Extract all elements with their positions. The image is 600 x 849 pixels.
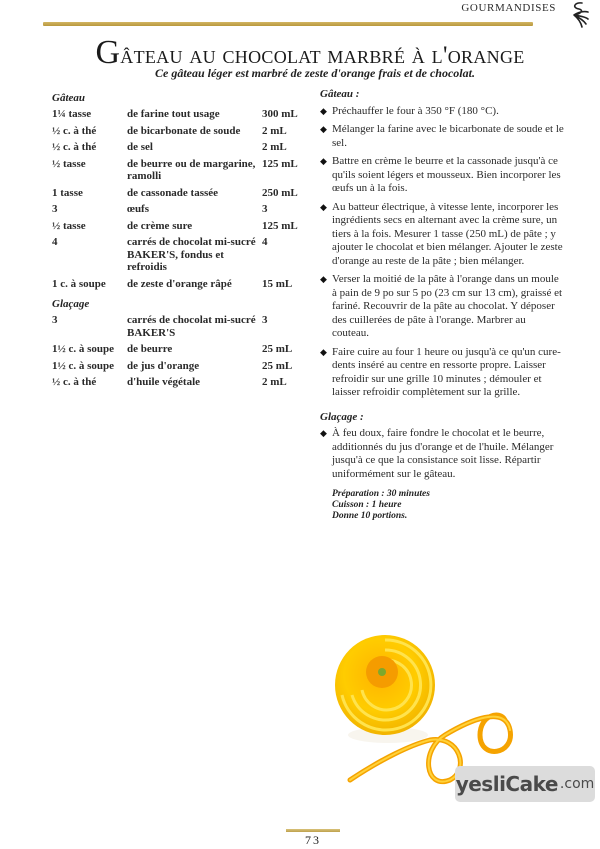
method-heading-glaze: Glaçage : (320, 410, 364, 423)
ingredient-desc: d'huile végétale (127, 376, 201, 388)
ingredient-metric: 25 mL (262, 359, 293, 372)
ingredient-row (52, 125, 307, 138)
diamond-bullet-icon: ◆ (320, 124, 327, 134)
step-text: Faire cuire au four 1 heure ou jusqu'à ce qu'un cure-dents inséré au centre en ressorte propre. Laisser refroidir sur une grille 10 minutes ; démouler et laisser refroidir complètement sur la grille. (332, 345, 561, 398)
ingredient-desc: carrés de chocolat mi-sucré BAKER'S, fondus et refroidis (127, 236, 256, 273)
ingredient-desc: de cassonade tassée (127, 186, 219, 199)
ingredient-metric: 250 mL (262, 186, 298, 199)
step-text: Verser la moitié de la pâte à l'orange dans un moule à pain de 9 po sur 5 po (23 cm sur 13 cm), graissé et fariné. Recouvrir de la pâte au chocolat. Y déposer des cuillerées de pâte à l'orange. Marbrer au couteau. (332, 273, 563, 339)
method-step (320, 105, 565, 119)
ingredient-qty: ½ c. à thé (52, 124, 97, 137)
ingredients-list (52, 92, 307, 393)
ingredient-desc: de zeste d'orange râpé (127, 277, 232, 290)
ingredient-row (52, 187, 307, 200)
ingredient-metric: 3 (262, 314, 268, 326)
ingredient-qty: ½ c. à thé (52, 376, 97, 388)
yield: Donne 10 portions. (332, 511, 408, 521)
method-step (320, 123, 565, 150)
ingredient-row (52, 158, 307, 183)
step-text: À feu doux, faire fondre le chocolat et le beurre, additionnés du jus d'orange et de l'huile. Mélanger jusqu'à ce que la consistance soit lisse. Répartir uniformément sur le gâteau. (332, 427, 554, 480)
ingredients-group-heading: Gâteau (52, 92, 85, 104)
ingredient-row (52, 376, 307, 389)
watermark-logo (455, 766, 595, 802)
cook-time: Cuisson : 1 heure (332, 500, 402, 510)
ingredient-qty: 3 (52, 203, 58, 215)
ingredient-row (52, 203, 307, 216)
ingredient-desc: œufs (127, 203, 150, 215)
diamond-bullet-icon: ◆ (320, 156, 327, 166)
diamond-bullet-icon: ◆ (320, 428, 327, 438)
recipe-meta (332, 489, 565, 522)
method-step (320, 155, 565, 196)
ingredient-metric: 25 mL (262, 343, 293, 355)
ingredient-desc: de sel (127, 141, 153, 153)
ingredients-group-heading: Glaçage (52, 298, 90, 310)
method-step (320, 201, 565, 269)
watermark-text: yesliCake (455, 772, 558, 796)
ingredient-row (52, 314, 307, 339)
ingredient-metric: 2 mL (262, 124, 287, 137)
ingredient-qty: 1 c. à soupe (52, 277, 106, 290)
ingredient-qty: 4 (52, 236, 58, 248)
ingredient-row (52, 236, 307, 274)
ingredient-qty: 1 tasse (52, 186, 83, 199)
title-initial: G (95, 34, 121, 71)
ingredient-metric: 15 mL (262, 277, 293, 290)
diamond-bullet-icon: ◆ (320, 105, 327, 116)
ingredient-qty: ½ tasse (52, 219, 86, 232)
method-step (320, 427, 565, 481)
ingredient-desc: de beurre (127, 343, 173, 355)
method-step (320, 346, 565, 400)
ingredient-row (52, 278, 307, 291)
orange-peel-spiral-image (330, 610, 570, 790)
ingredient-metric: 2 mL (262, 376, 287, 388)
ingredient-desc: de bicarbonate de soude (127, 124, 241, 137)
ingredient-metric: 300 mL (262, 108, 298, 120)
watermark-tld: .com (559, 776, 595, 792)
method-step (320, 273, 565, 341)
ingredient-metric: 125 mL (262, 157, 298, 170)
ingredient-qty: 3 (52, 314, 58, 326)
ingredient-qty: 1½ c. à soupe (52, 343, 115, 355)
diamond-bullet-icon: ◆ (320, 274, 327, 284)
ingredient-metric: 2 mL (262, 141, 287, 153)
ingredient-metric: 3 (262, 203, 268, 215)
ingredient-qty: ½ tasse (52, 157, 86, 170)
ingredient-qty: ½ c. à thé (52, 141, 97, 153)
ingredient-qty: 1¼ tasse (52, 108, 92, 120)
ingredient-qty: 1½ c. à soupe (52, 359, 115, 372)
diamond-bullet-icon: ◆ (320, 346, 327, 357)
bottom-gold-rule (286, 829, 340, 832)
ingredient-desc: de beurre ou de margarine, ramolli (127, 157, 256, 182)
method-heading-cake: Gâteau : (320, 88, 360, 100)
ingredient-metric: 4 (262, 236, 268, 248)
ingredient-metric: 125 mL (262, 219, 298, 232)
ingredient-desc: de farine tout usage (127, 108, 220, 120)
method-section (320, 88, 565, 522)
title-rest: âteau au chocolat marbré à l'orange (120, 42, 525, 69)
step-text: Préchauffer le four à 350 °F (180 °C). (332, 104, 499, 117)
step-text: Battre en crème le beurre et la cassonade jusqu'à ce qu'ils soient légers et mousseux. Bien incorporer les œufs un à la fois. (332, 155, 561, 194)
ingredient-desc: carrés de chocolat mi-sucré BAKER'S (127, 314, 256, 339)
diamond-bullet-icon: ◆ (320, 201, 327, 212)
top-gold-rule (43, 22, 533, 26)
ingredient-row (52, 220, 307, 233)
section-header: GOURMANDISES (461, 2, 556, 14)
ingredient-row (52, 343, 307, 356)
ingredient-row (52, 108, 307, 121)
step-text: Mélanger la farine avec le bicarbonate de soude et le sel. (332, 123, 564, 149)
ingredient-desc: de jus d'orange (127, 359, 200, 372)
step-text: Au batteur électrique, à vitesse lente, incorporer les ingrédients secs en alternant avec la crème sure, un tiers à la fois. Mesurer 1 tasse (250 mL) de pâte ; y ajouter le chocolat et bien mélanger. Ajouter le zeste d'orange au reste de la pâte ; bien mélanger. (332, 200, 563, 267)
swirl-ornament-icon (562, 0, 592, 28)
page-number: 73 (305, 833, 321, 847)
recipe-subtitle: Ce gâteau léger est marbré de zeste d'orange frais et de chocolat. (155, 66, 475, 80)
prep-time: Préparation : 30 minutes (332, 489, 430, 499)
ingredient-row (52, 360, 307, 373)
ingredient-desc: de crème sure (127, 219, 193, 232)
ingredient-row (52, 141, 307, 154)
